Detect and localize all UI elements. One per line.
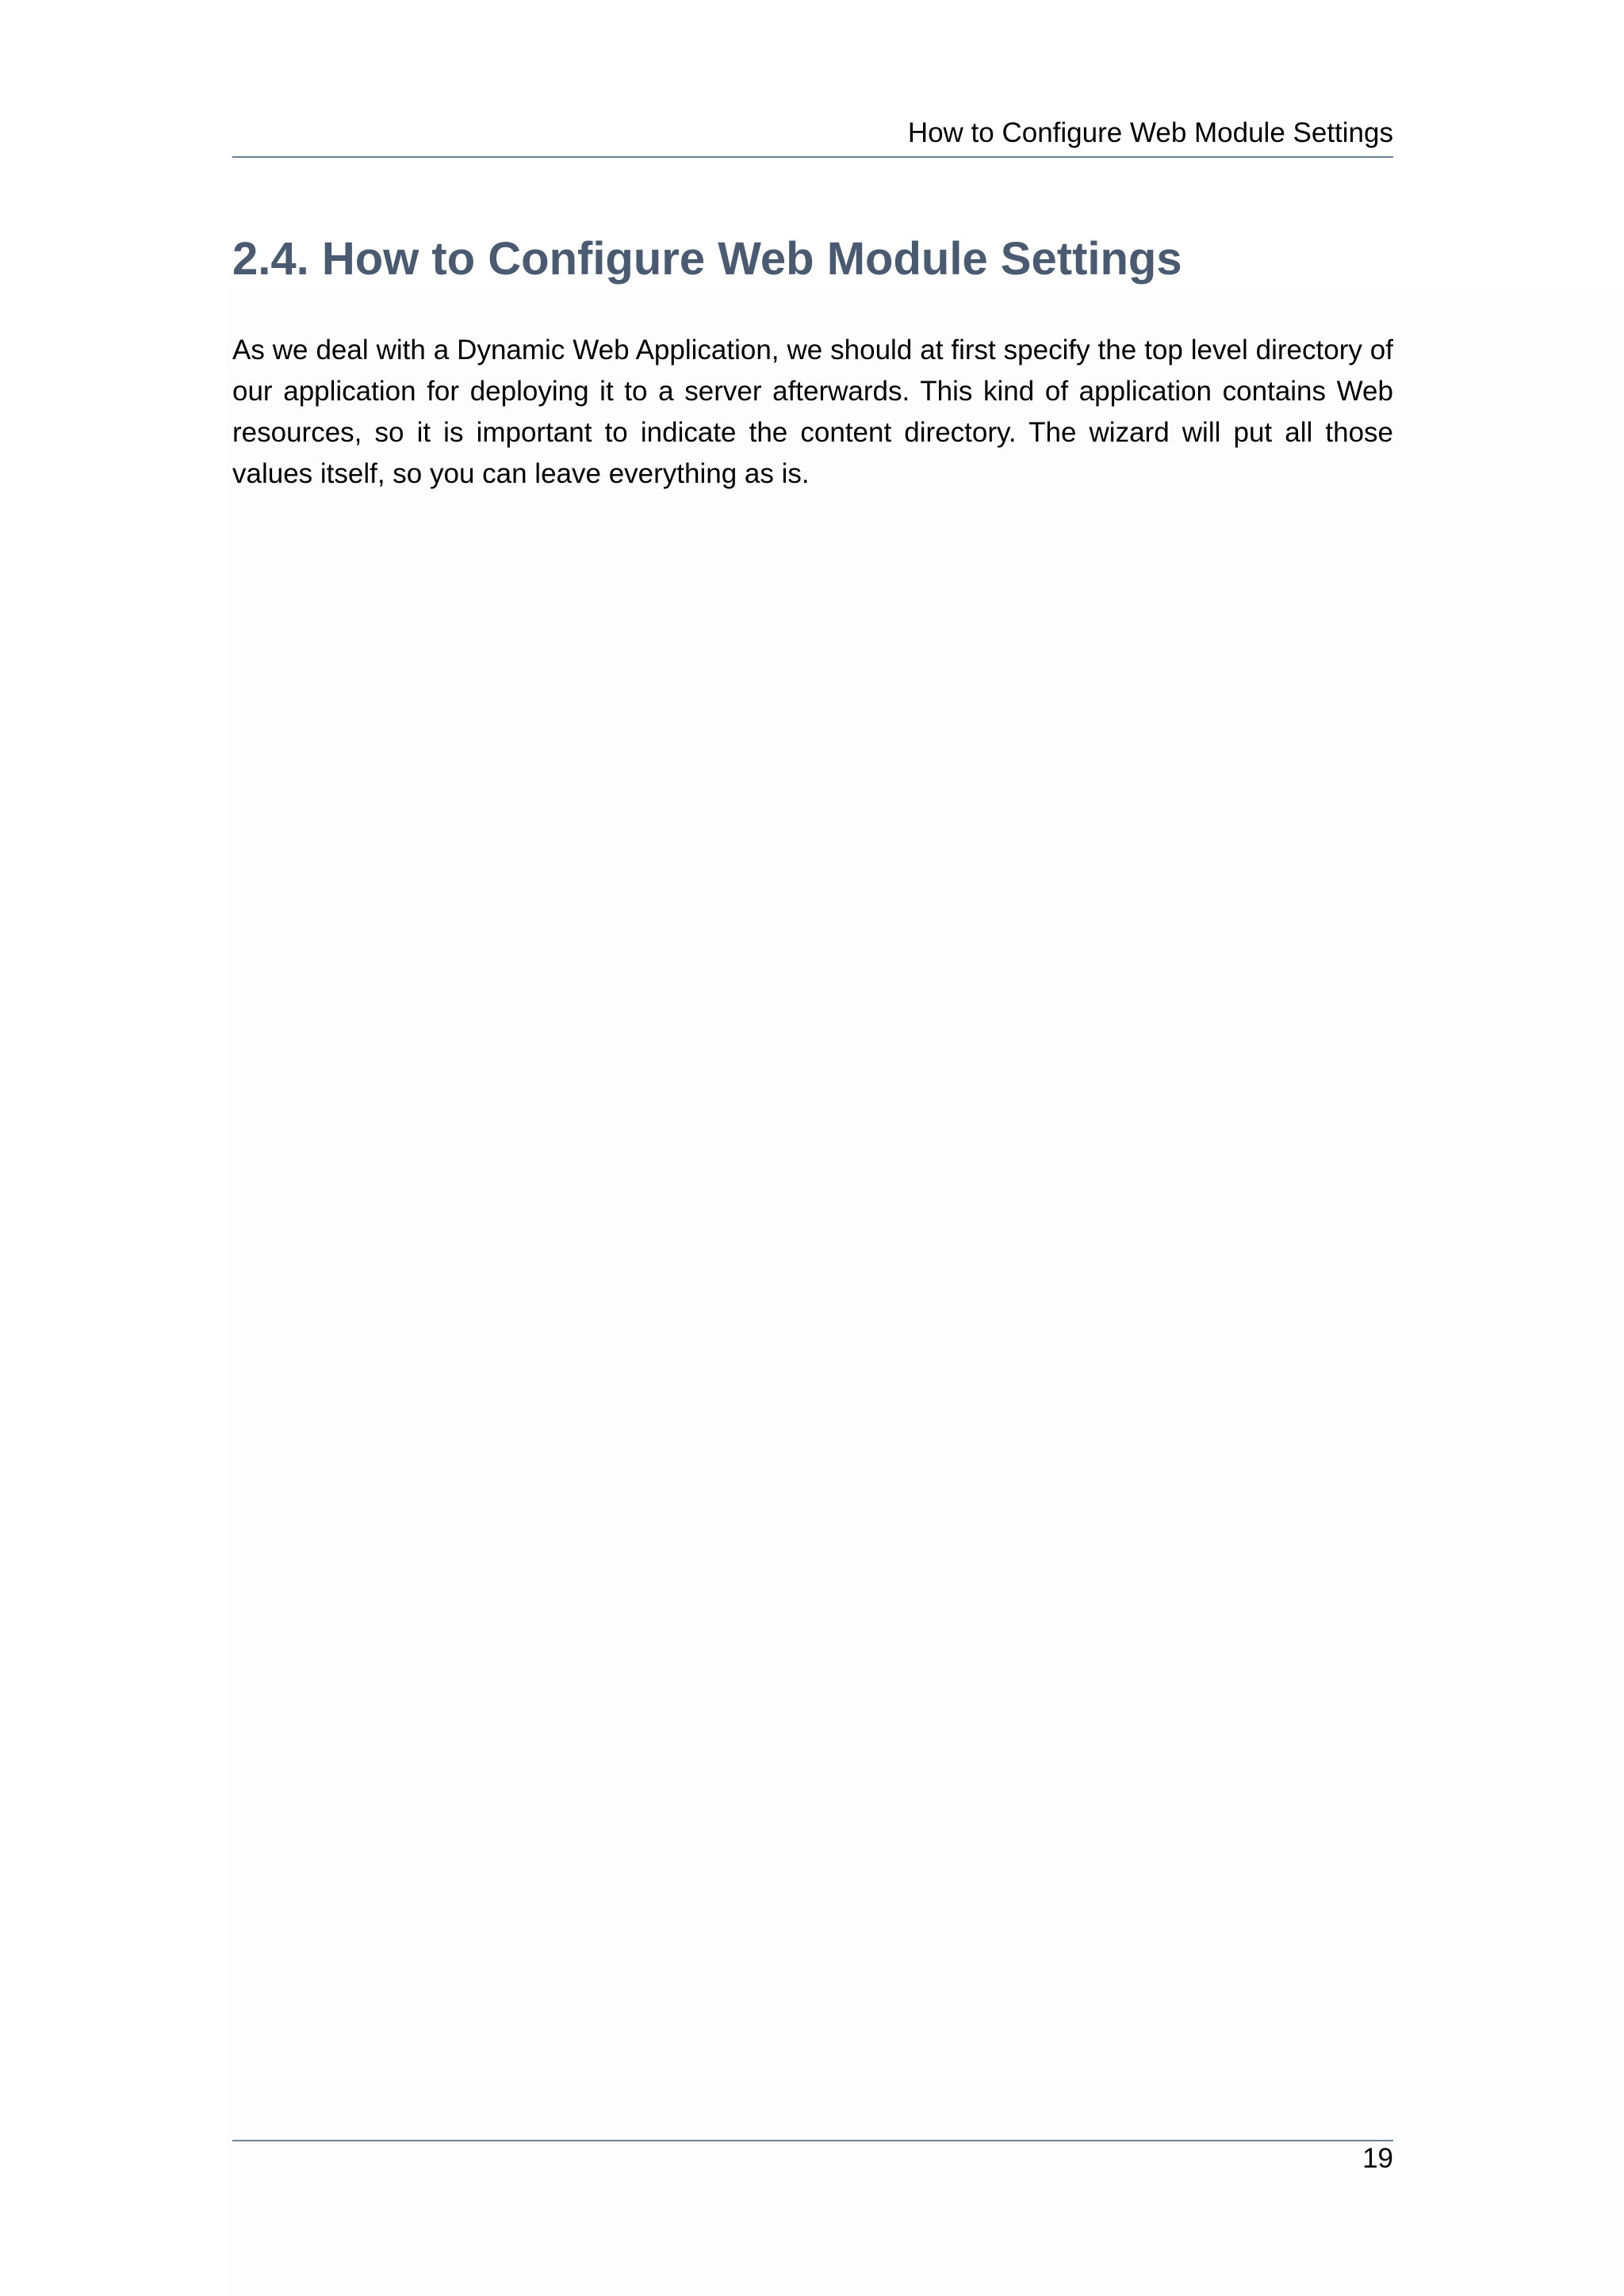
- header-divider: [232, 156, 1393, 158]
- body-paragraph: As we deal with a Dynamic Web Application, we should at first specify the top level directory of our application for deploying it to a server afterwards. This kind of application contains Web resources, so it is important to indicate the content directory. The wizard will put all those values itself, so you can leave everything as is.: [232, 335, 1393, 489]
- running-header: How to Configure Web Module Settings: [907, 117, 1393, 148]
- page-background: [227, 287, 1624, 2296]
- page-number: 19: [1362, 2143, 1393, 2174]
- section-heading: 2.4. How to Configure Web Module Settings: [232, 233, 1182, 285]
